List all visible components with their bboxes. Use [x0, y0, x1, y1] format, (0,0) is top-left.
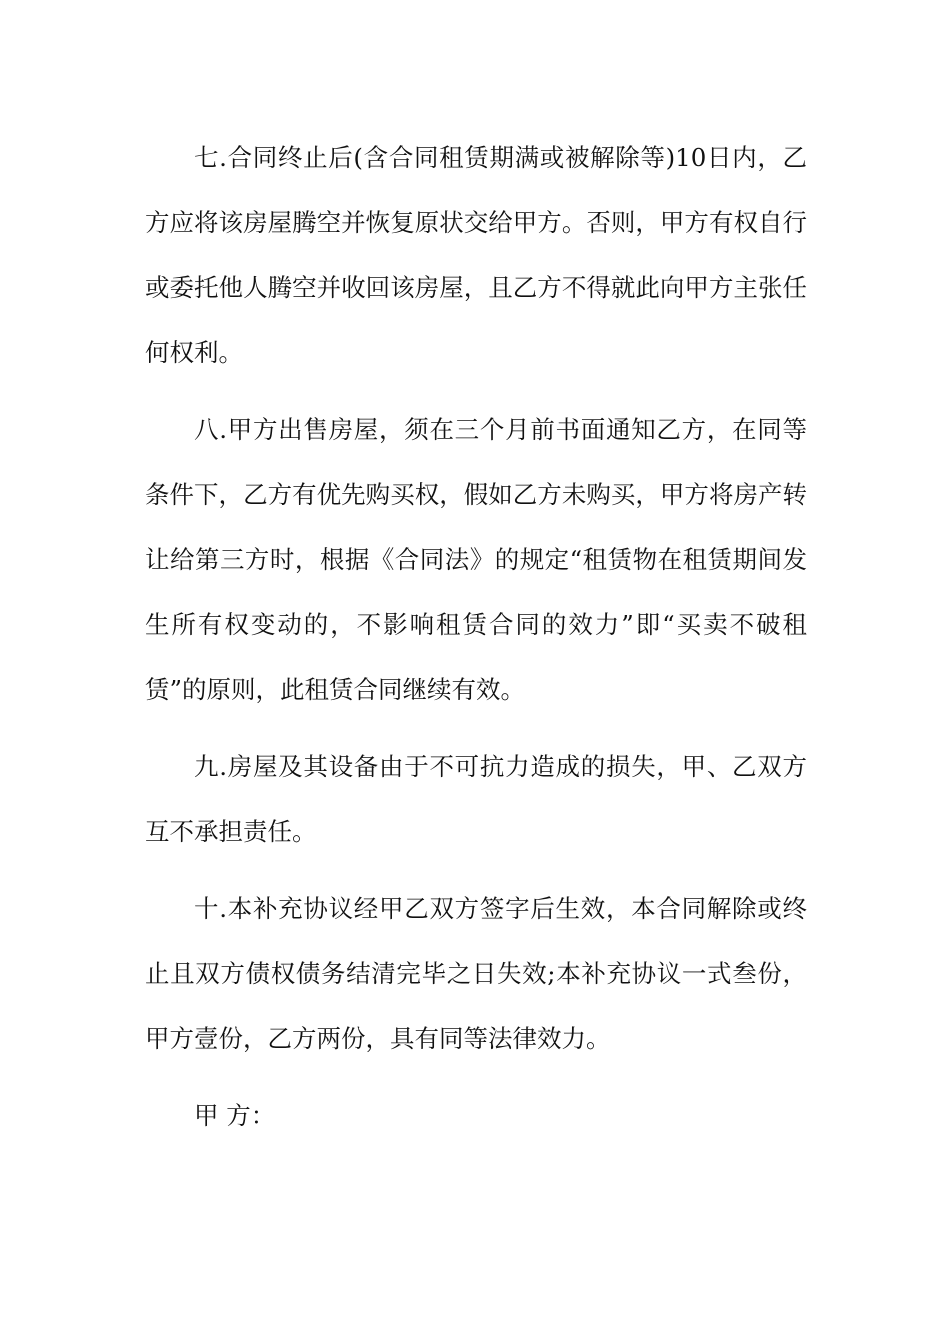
party-a-signature-label: 甲 方： — [194, 1101, 276, 1130]
clause-9: 九.房屋及其设备由于不可抗力造成的损失，甲、乙双方互不承担责任。 — [145, 752, 807, 846]
document-page — [145, 125, 807, 1148]
clause-8: 八.甲方出售房屋，须在三个月前书面通知乙方，在同等条件下，乙方有优先购买权，假如乙方未购买，甲方将房产转让给第三方时，根据《合同法》的规定“租赁物在租赁期间发生所有权变动的，不影响租赁合同的效力”即“买卖不破租赁”的原则，此租赁合同继续有效。 — [145, 415, 807, 704]
clause-10: 十.本补充协议经甲乙双方签字后生效，本合同解除或终止且双方债权债务结清完毕之日失效;本补充协议一式叁份，甲方壹份，乙方两份，具有同等法律效力。 — [145, 894, 807, 1053]
clause-7: 七.合同终止后(含合同租赁期满或被解除等)10日内，乙方应将该房屋腾空并恢复原状交给甲方。否则，甲方有权自行或委托他人腾空并收回该房屋，且乙方不得就此向甲方主张任何权利。 — [145, 143, 807, 367]
